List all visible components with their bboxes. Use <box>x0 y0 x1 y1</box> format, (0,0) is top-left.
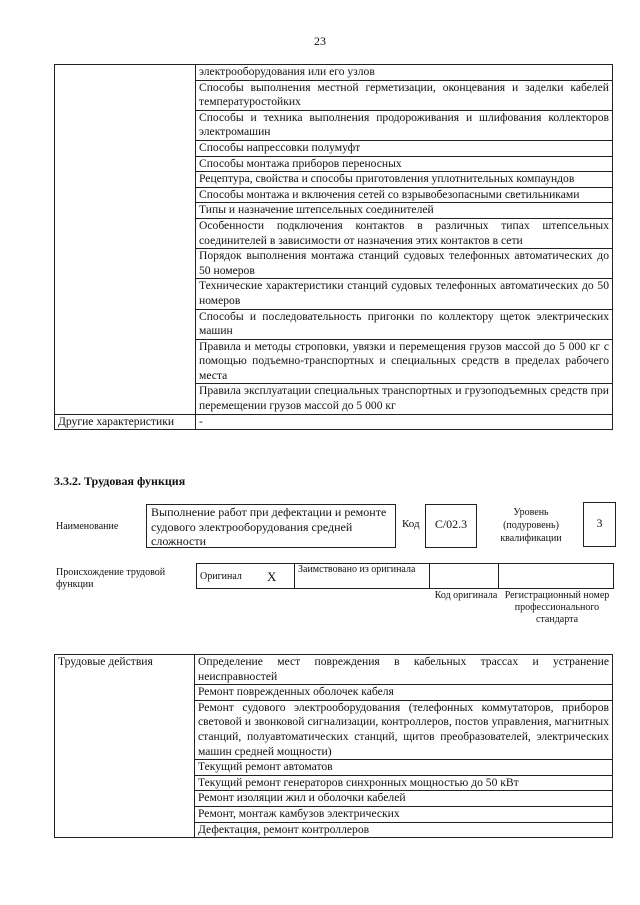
table-row <box>55 414 613 430</box>
other-characteristics-label: Другие характеристики <box>55 414 196 430</box>
labor-action-item: Определение мест повреждения в кабельных трассах и устранение неисправностей <box>195 655 613 685</box>
original-code-cell <box>430 564 499 589</box>
knowledge-item: электрооборудования или его узлов <box>196 65 613 81</box>
level-value: 3 <box>583 502 616 547</box>
registration-number-label: Регистрационный номер профессионального стандарта <box>504 590 610 625</box>
labor-action-item: Текущий ремонт генераторов синхронных мощностью до 50 кВт <box>195 775 613 791</box>
level-label: Уровень (подуровень) квалификации <box>500 507 562 544</box>
labor-action-item: Ремонт судового электрооборудования (телефонных коммутаторов, приборов световой и звонковой сигнализации, контроллеров, постов управления, магнитных станций, полуавтоматических станций, щитов преобразователей, электрических машин средней мощности) <box>195 700 613 759</box>
knowledge-item: Особенности подключения контактов в различных типах штепсельных соединителей в зависимости от назначения этих контактов в сети <box>196 218 613 248</box>
origin-table <box>196 563 614 589</box>
knowledge-label-cell <box>55 65 196 415</box>
knowledge-item: Способы и техника выполнения продороживания и шлифования коллекторов электромашин <box>196 110 613 140</box>
labor-actions-table <box>54 654 613 838</box>
original-mark: X <box>259 564 295 589</box>
labor-action-item: Ремонт изоляции жил и оболочки кабелей <box>195 791 613 807</box>
knowledge-item: Правила и методы строповки, увязки и перемещения грузов массой до 5 000 кг с помощью подъемно-транспортных и специальных средств в пределах рабочего места <box>196 339 613 384</box>
code-label: Код <box>402 518 420 530</box>
table-row <box>197 564 614 589</box>
origin-label: Происхождение трудовой функции <box>56 567 166 590</box>
borrowed-label: Заимствовано из оригинала <box>295 564 430 589</box>
knowledge-table <box>54 64 613 430</box>
labor-action-item: Текущий ремонт автоматов <box>195 760 613 776</box>
labor-action-item: Ремонт поврежденных оболочек кабеля <box>195 685 613 701</box>
knowledge-item: Рецептура, свойства и способы приготовления уплотнительных компаундов <box>196 172 613 188</box>
original-label: Оригинал <box>197 564 260 589</box>
knowledge-item: Способы напрессовки полумуфт <box>196 140 613 156</box>
registration-number-cell <box>499 564 614 589</box>
other-characteristics-value: - <box>196 414 613 430</box>
page-number: 23 <box>314 34 326 48</box>
knowledge-item: Технические характеристики станций судовых телефонных автоматических до 50 номеров <box>196 279 613 309</box>
knowledge-item: Порядок выполнения монтажа станций судовых телефонных автоматических до 50 номеров <box>196 249 613 279</box>
knowledge-item: Способы монтажа приборов переносных <box>196 156 613 172</box>
knowledge-item: Способы монтажа и включения сетей со взрывобезопасными светильниками <box>196 187 613 203</box>
code-value: C/02.3 <box>425 504 477 548</box>
knowledge-item: Типы и назначение штепсельных соединителей <box>196 203 613 219</box>
table-row <box>55 655 613 685</box>
original-code-label: Код оригинала <box>434 590 498 601</box>
knowledge-item: Способы выполнения местной герметизации, оконцевания и заделки кабелей температуростойких <box>196 80 613 110</box>
labor-action-item: Дефектация, ремонт контроллеров <box>195 822 613 838</box>
table-row <box>55 65 613 81</box>
function-name-value: Выполнение работ при дефектации и ремонте судового электрооборудования средней сложности <box>146 504 396 548</box>
knowledge-item: Способы и последовательность пригонки по коллектору щеток электрических машин <box>196 309 613 339</box>
labor-actions-label: Трудовые действия <box>55 655 195 838</box>
knowledge-item: Правила эксплуатации специальных транспортных и грузоподъемных средств при перемещении грузов массой до 5 000 кг <box>196 384 613 414</box>
labor-action-item: Ремонт, монтаж камбузов электрических <box>195 806 613 822</box>
section-heading: 3.3.2. Трудовая функция <box>54 474 186 488</box>
name-label: Наименование <box>56 521 119 532</box>
